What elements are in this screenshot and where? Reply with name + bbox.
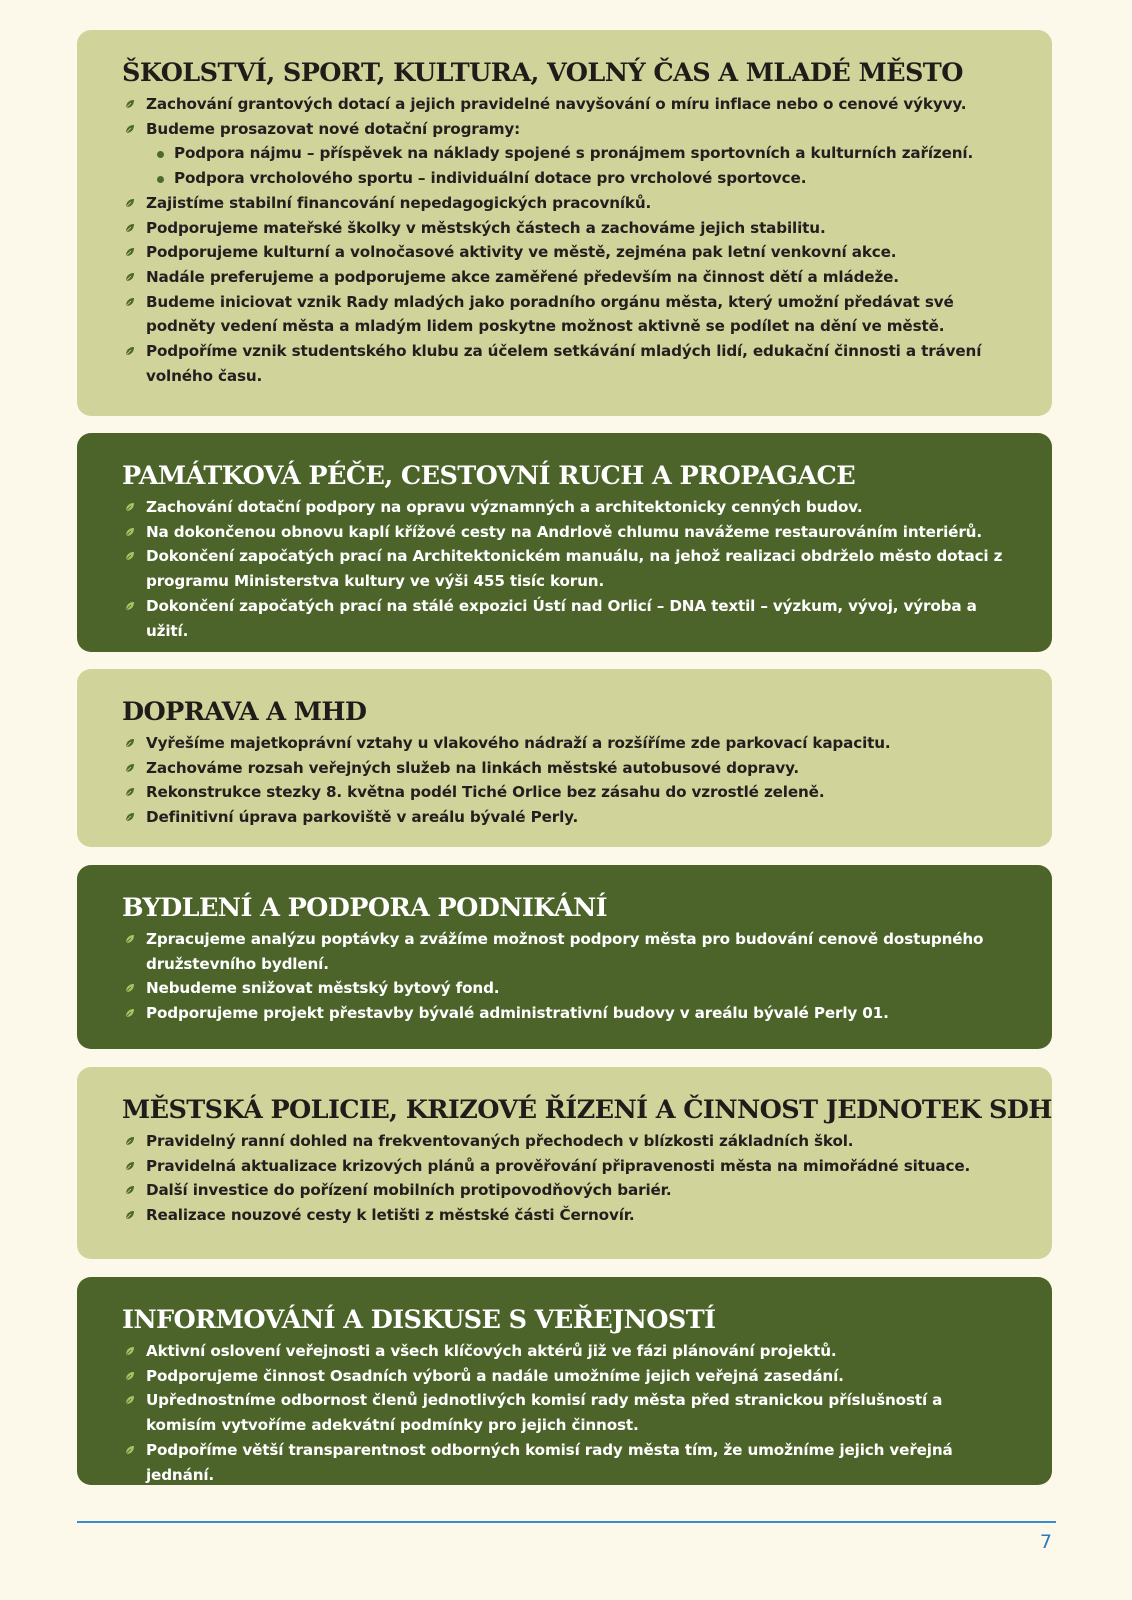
item-list — [122, 1339, 1012, 1487]
item-list — [122, 495, 1012, 643]
section-transport — [77, 669, 1052, 847]
list-item: Nebudeme snižovat městský bytový fond. — [122, 976, 1012, 1001]
list-item: Dokončení započatých prací na stálé expozici Ústí nad Orlicí – DNA textil – výzkum, vývoj, výroba a užití. — [122, 594, 1012, 643]
list-item: Definitivní úprava parkoviště v areálu bývalé Perly. — [122, 805, 1012, 830]
leaf-icon — [125, 1185, 135, 1195]
leaf-icon — [125, 346, 135, 356]
section-title: MĚSTSKÁ POLICIE, KRIZOVÉ ŘÍZENÍ A ČINNOST JEDNOTEK SDH — [122, 1095, 1052, 1125]
list-item: Další investice do pořízení mobilních protipovodňových bariér. — [122, 1178, 1012, 1203]
list-item: Zachováme rozsah veřejných služeb na linkách městské autobusové dopravy. — [122, 756, 1012, 781]
item-list — [122, 1129, 1012, 1228]
section-title: BYDLENÍ A PODPORA PODNIKÁNÍ — [122, 893, 607, 923]
leaf-icon — [125, 124, 135, 134]
leaf-icon — [125, 223, 135, 233]
item-list — [122, 92, 1012, 388]
list-item: Zachování dotační podpory na opravu významných a architektonicky cenných budov. — [122, 495, 1012, 520]
item-list — [122, 731, 1012, 830]
list-item: Pravidelná aktualizace krizových plánů a prověřování připravenosti města na mimořádné situace. — [122, 1154, 1012, 1179]
leaf-icon — [125, 787, 135, 797]
section-title: DOPRAVA A MHD — [122, 697, 367, 727]
footer-divider — [77, 1521, 1056, 1523]
section-housing-business — [77, 865, 1052, 1049]
leaf-icon — [125, 1210, 135, 1220]
list-item: Upřednostníme odbornost členů jednotlivých komisí rady města před stranickou příslušností a komisím vytvoříme adekvátní podmínky pro jejich činnost. — [122, 1388, 1012, 1437]
leaf-icon — [125, 1136, 135, 1146]
item-list — [122, 927, 1012, 1026]
section-education-sport-culture — [77, 30, 1052, 416]
leaf-icon — [125, 601, 135, 611]
page-number: 7 — [1039, 1531, 1052, 1553]
section-title: INFORMOVÁNÍ A DISKUSE S VEŘEJNOSTÍ — [122, 1305, 716, 1335]
section-heritage-tourism — [77, 433, 1052, 652]
list-item: Podporujeme činnost Osadních výborů a nadále umožníme jejich veřejná zasedání. — [122, 1364, 1012, 1389]
list-item: Pravidelný ranní dohled na frekventovaných přechodech v blízkosti základních škol. — [122, 1129, 1012, 1154]
dot-icon — [157, 176, 164, 183]
section-title: ŠKOLSTVÍ, SPORT, KULTURA, VOLNÝ ČAS A MLADÉ MĚSTO — [122, 58, 963, 88]
section-public-information — [77, 1277, 1052, 1485]
list-item: Rekonstrukce stezky 8. května podél Tiché Orlice bez zásahu do vzrostlé zeleně. — [122, 780, 1012, 805]
leaf-icon — [125, 1346, 135, 1356]
list-item: Podporujeme projekt přestavby bývalé administrativní budovy v areálu bývalé Perly 01. — [122, 1001, 1012, 1026]
list-item: Budeme prosazovat nové dotační programy: — [122, 117, 1012, 142]
leaf-icon — [125, 983, 135, 993]
list-item: Podporujeme mateřské školky v městských částech a zachováme jejich stabilitu. — [122, 216, 1012, 241]
leaf-icon — [125, 297, 135, 307]
section-police-crisis — [77, 1067, 1052, 1259]
leaf-icon — [125, 99, 135, 109]
list-item: Zpracujeme analýzu poptávky a zvážíme možnost podpory města pro budování cenově dostupného družstevního bydlení. — [122, 927, 1012, 976]
leaf-icon — [125, 198, 135, 208]
list-item: Podpoříme větší transparentnost odborných komisí rady města tím, že umožníme jejich veřejná jednání. — [122, 1438, 1012, 1487]
leaf-icon — [125, 934, 135, 944]
leaf-icon — [125, 1395, 135, 1405]
dot-icon — [157, 151, 164, 158]
leaf-icon — [125, 272, 135, 282]
leaf-icon — [125, 502, 135, 512]
list-item: Nadále preferujeme a podporujeme akce zaměřené především na činnost dětí a mládeže. — [122, 265, 1012, 290]
leaf-icon — [125, 551, 135, 561]
list-item: Podpoříme vznik studentského klubu za účelem setkávání mladých lidí, edukační činnosti a trávení volného času. — [122, 339, 1012, 388]
leaf-icon — [125, 1445, 135, 1455]
leaf-icon — [125, 763, 135, 773]
list-item: Na dokončenou obnovu kaplí křížové cesty na Andrlově chlumu navážeme restaurováním interiérů. — [122, 520, 1012, 545]
sub-list-item: Podpora vrcholového sportu – individuální dotace pro vrcholové sportovce. — [122, 166, 1012, 191]
sub-list-item: Podpora nájmu – příspěvek na náklady spojené s pronájmem sportovních a kulturních zařízení. — [122, 141, 1012, 166]
list-item: Zajistíme stabilní financování nepedagogických pracovníků. — [122, 191, 1012, 216]
leaf-icon — [125, 1371, 135, 1381]
section-title: PAMÁTKOVÁ PÉČE, CESTOVNÍ RUCH A PROPAGACE — [122, 461, 856, 491]
list-item: Budeme iniciovat vznik Rady mladých jako poradního orgánu města, který umožní předávat své podněty vedení města a mladým lidem poskytne možnost aktivně se podílet na dění ve městě. — [122, 290, 1012, 339]
leaf-icon — [125, 1008, 135, 1018]
list-item: Dokončení započatých prací na Architektonickém manuálu, na jehož realizaci obdrželo město dotaci z programu Ministerstva kultury ve výši 455 tisíc korun. — [122, 544, 1012, 593]
leaf-icon — [125, 812, 135, 822]
list-item: Podporujeme kulturní a volnočasové aktivity ve městě, zejména pak letní venkovní akce. — [122, 240, 1012, 265]
list-item: Realizace nouzové cesty k letišti z městské části Černovír. — [122, 1203, 1012, 1228]
leaf-icon — [125, 1161, 135, 1171]
list-item: Vyřešíme majetkoprávní vztahy u vlakového nádraží a rozšíříme zde parkovací kapacitu. — [122, 731, 1012, 756]
leaf-icon — [125, 738, 135, 748]
list-item: Zachování grantových dotací a jejich pravidelné navyšování o míru inflace nebo o cenové výkyvy. — [122, 92, 1012, 117]
leaf-icon — [125, 247, 135, 257]
leaf-icon — [125, 527, 135, 537]
list-item: Aktivní oslovení veřejnosti a všech klíčových aktérů již ve fázi plánování projektů. — [122, 1339, 1012, 1364]
